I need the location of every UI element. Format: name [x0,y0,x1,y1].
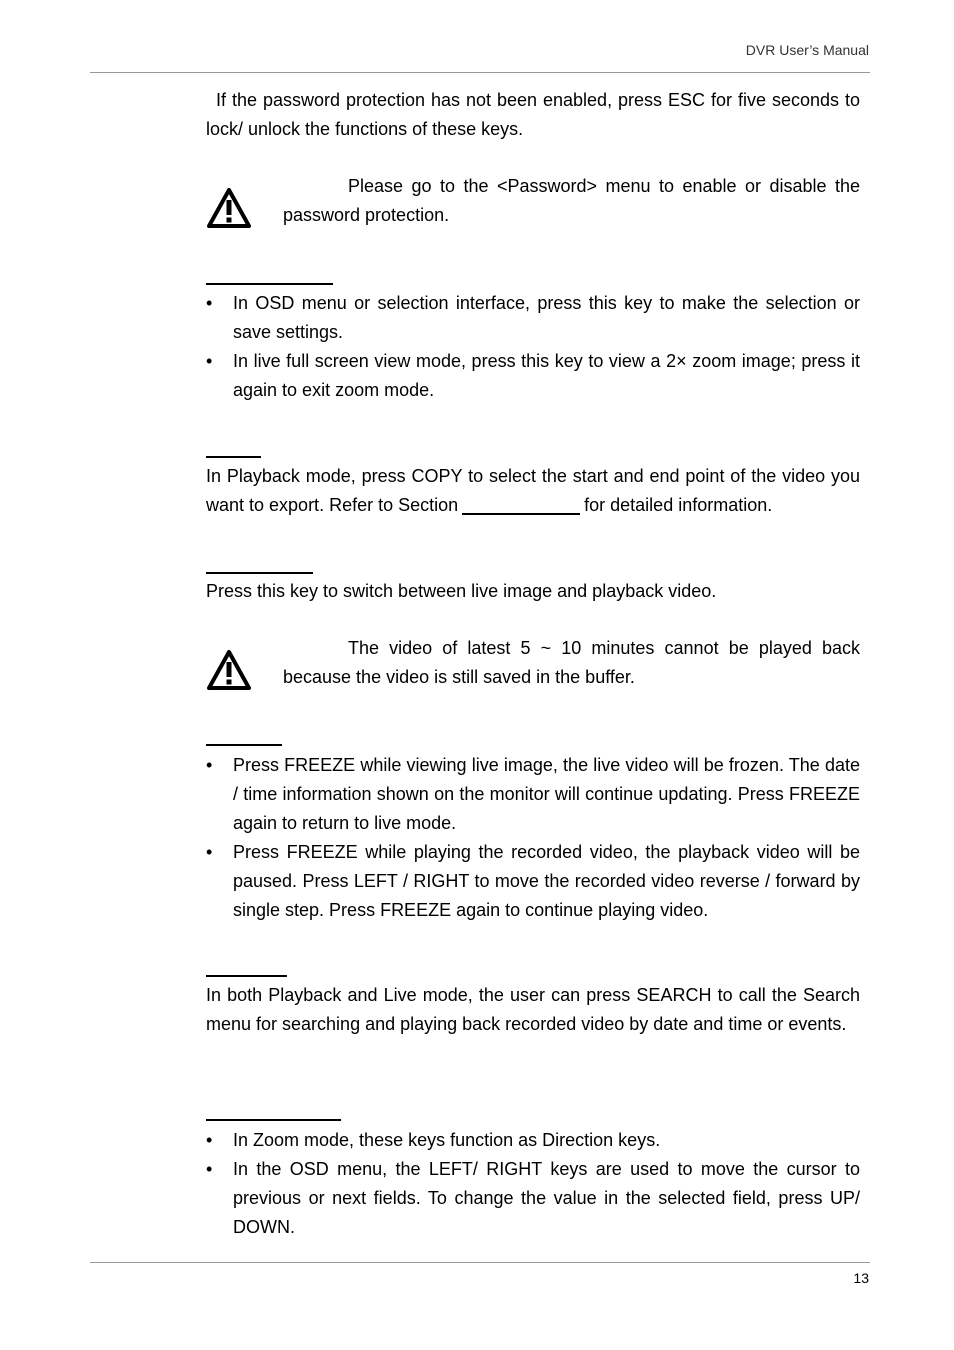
copy-paragraph: In Playback mode, press COPY to select the start and end point of the video you want to export. Refer to Section for detailed information. [206,466,860,515]
freeze-key-list [206,751,860,925]
enter-key-list [206,289,860,405]
manual-title: DVR User’s Manual [745,42,869,58]
warning-triangle-icon [206,648,252,692]
list-item: • Press FREEZE while viewing live image, the live video will be frozen. The date / time information shown on the monitor will continue updating. Press FREEZE again to return to live mode. [206,755,860,833]
list-item: • In Zoom mode, these keys function as Direction keys. [206,1130,661,1150]
footer-rule [90,1262,870,1263]
list-item: • In live full screen view mode, press this key to view a 2× zoom image; press it again to exit zoom mode. [206,351,860,400]
warning-triangle-icon [206,186,252,230]
section-reference-blank [462,495,580,515]
password-note [206,172,860,230]
list-item: • Press FREEZE while playing the recorded video, the playback video will be paused. Press LEFT / RIGHT to move the recorded video reverse / forward by single step. Press FREEZE again to continue playing video. [206,842,860,920]
buffer-note [206,634,860,692]
list-item: • In the OSD menu, the LEFT/ RIGHT keys are used to move the cursor to previous or next fields. To change the value in the selected field, press UP/ DOWN. [206,1159,860,1237]
playback-paragraph: Press this key to switch between live image and playback video. [206,581,717,601]
note-text: Please go to the <Password> menu to enable or disable the password protection. [283,176,860,225]
search-paragraph: In both Playback and Live mode, the user can press SEARCH to call the Search menu for searching and playing back recorded video by date and time or events. [206,985,860,1034]
page-number: 13 [853,1270,869,1286]
intro-paragraph: If the password protection has not been enabled, press ESC for five seconds to lock/ unlock the functions of these keys. [206,90,860,139]
section-heading-rule [206,744,282,746]
note-text: The video of latest 5 ~ 10 minutes cannot be played back because the video is still saved in the buffer. [283,638,860,687]
direction-key-list [206,1126,860,1242]
section-heading-rule [206,572,313,574]
list-item: • In OSD menu or selection interface, press this key to make the selection or save settings. [206,293,860,342]
section-heading-rule [206,456,261,458]
section-heading-rule [206,1119,341,1121]
header-rule [90,72,870,73]
section-heading-rule [206,975,287,977]
section-heading-rule [206,283,333,285]
